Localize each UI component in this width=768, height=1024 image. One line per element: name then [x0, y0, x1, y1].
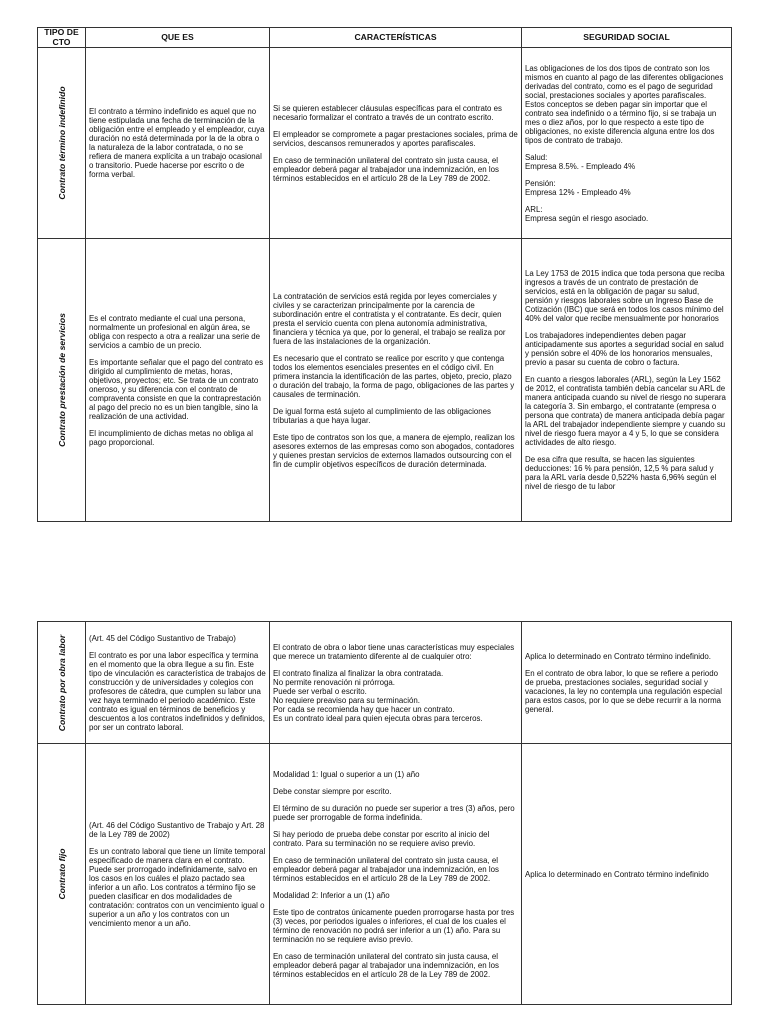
caracteristicas-text: Si hay periodo de prueba debe constar por escrito al inicio del contrato. Para su terminación no se requiere aviso previo. — [273, 829, 490, 848]
caracteristicas-text: El contrato de obra o labor tiene unas características muy especiales que merece un tratamiento diferente al de cualquier otro: — [273, 642, 515, 661]
row-prestacion-servicios — [38, 239, 732, 522]
tipo-cell — [38, 622, 86, 744]
row-contrato-fijo — [38, 744, 732, 1005]
header-row — [38, 28, 732, 48]
caracteristicas-text: La contratación de servicios está regida por leyes comerciales y civiles y se caracterizan principalmente por la carencia de subordinación entre el contratista y el contratante. Es decir, quien presta el servicio cuenta con plena autonomía administrativa, financiera y técnica ya que, por lo general, el trabajo se realiza por fuera de las instalaciones de la organización. — [273, 291, 506, 346]
header-tipo: TIPO DE CTO — [38, 28, 86, 48]
contract-table-1 — [37, 27, 732, 522]
que-es-text: Es un contrato laboral que tiene un límite temporal especificado de manera clara en el contrato. Puede ser prorrogado indefinidamente, salvo en los casos en los cuáles el plazo pactado sea inferior a un año. Los contratos a término fijo se pueden clasificar en dos modalidades de contratación: contratos con un vencimiento igual o superior a un año y los contratos con un vencimiento menor a un año. — [89, 846, 266, 928]
caracteristicas-cell — [270, 744, 522, 1005]
caracteristicas-text: De igual forma está sujeto al cumplimiento de las obligaciones tributarias a que haya lugar. — [273, 406, 491, 425]
caracteristicas-list: El contrato finaliza al finalizar la obra contratada. No permite renovación ni prórroga. Puede ser verbal o escrito. No requiere preaviso para su terminación. Por cada se recomienda hay que hacer un contrato. Es un contrato ideal para quien ejecuta obras para terceros. — [273, 668, 483, 723]
que-es-text: (Art. 45 del Código Sustantivo de Trabajo) — [89, 633, 236, 643]
seguridad-text: Aplica lo determinado en Contrato término indefinido — [525, 869, 709, 879]
tipo-label: Contrato fijo — [56, 848, 67, 900]
caracteristicas-text: Si se quieren establecer cláusulas específicas para el contrato es necesario formalizar el contrato a través de un contrato escrito. — [273, 103, 502, 122]
que-es-text: Es importante señalar que el pago del contrato es dirigido al cumplimiento de metas, horas, objetivos, proyectos; etc. Se trata de un contrato oneroso, y su diferencia con el contrato de compraventa consiste en que la contraprestación al pago del precio no es un bien tangible, sino la realización de una actividad. — [89, 357, 264, 421]
que-es-text: (Art. 46 del Código Sustantivo de Trabajo y Art. 28 de la Ley 789 de 2002) — [89, 820, 265, 839]
seguridad-arl: ARL: Empresa según el riesgo asociado. — [525, 204, 649, 223]
caracteristicas-text: Modalidad 1: Igual o superior a un (1) año — [273, 769, 420, 779]
seguridad-text: Las obligaciones de los dos tipos de contrato son los mismos en cuanto al pago de las diferentes obligaciones derivadas del contrato, como es el pago de seguridad social, prestaciones sociales y aportes parafiscales. Estos conceptos se deben pagar sin importar que el contrato sea indefinido o a término fijo, si se trabaja un mes o diez años, por lo que respecto a este tipo de obligaciones, no existe diferencia alguna entre los dos tipos de contrato de trabajo. — [525, 63, 724, 145]
caracteristicas-cell — [270, 622, 522, 744]
caracteristicas-text: El empleador se compromete a pagar prestaciones sociales, prima de servicios, descansos remunerados y aportes parafiscales. — [273, 129, 518, 148]
caracteristicas-text: En caso de terminación unilateral del contrato sin justa causa, el empleador deberá pagar al trabajador una indemnización, en los términos establecidos en el artículo 28 de la Ley 789 de 2002. — [273, 855, 499, 883]
que-es-text: El contrato es por una labor específica y termina en el momento que la obra llegue a su fin. Este tipo de vinculación es característica de trabajos de construcción y de universidades y colegios con profesores de cátedra, que cumplen su labor una vez haya terminado el periodo académico. Este contrato es igual en términos de beneficios y descuentos a los contratos indefinidos y definidos, por ser un contrato laboral. — [89, 650, 266, 732]
seguridad-text: Los trabajadores independientes deben pagar anticipadamente sus aportes a seguridad social en salud y pensión sobre el 40% de los honorarios mensuales, previo a pasar su cuenta de cobro o factura. — [525, 331, 724, 367]
seguridad-text: En el contrato de obra labor, lo que se refiere a periodo de prueba, prestaciones sociales, seguridad social y vacaciones, la ley no contempla una regulación especial para estos casos, por lo que se debe recurrir a la norma general. — [525, 668, 722, 714]
caracteristicas-text: Este tipo de contratos son los que, a manera de ejemplo, realizan los asesores externos de las empresas como son abogados, contadores y quienes prestan servicios de externos llamados outsourcing con el fin de cumplir objetivos específicos de duración determinada. — [273, 432, 515, 469]
seguridad-text: En cuanto a riesgos laborales (ARL), según la Ley 1562 de 2012, el contratista también debía cancelar su ARL de manera anticipada cuando su nivel de riesgo no superara la categoría 3. Sin embargo, el contratante (empresa o persona que contrata) de manera anticipada debía pagar la ARL del trabajador independiente siempre y cuando su nivel de riesgo fuera mayor a 4 y 5, lo que se considera actividades de alto riesgo. — [525, 375, 726, 447]
seguridad-salud: Salud: Empresa 8.5%. - Empleado 4% — [525, 152, 636, 171]
caracteristicas-cell — [270, 239, 522, 522]
header-caracteristicas: CARACTERÍSTICAS — [270, 28, 522, 48]
caracteristicas-text: En caso de terminación unilateral del contrato sin justa causa, el empleador deberá pagar al trabajador una indemnización, en los términos establecidos en el artículo 28 de la Ley 789 de 2002. — [273, 951, 499, 979]
header-seguridad: SEGURIDAD SOCIAL — [522, 28, 732, 48]
seguridad-pension: Pensión: Empresa 12% - Empleado 4% — [525, 178, 631, 197]
tipo-label: Contrato por obra labor — [56, 634, 67, 731]
caracteristicas-text: El término de su duración no puede ser superior a tres (3) años, pero puede ser prorrogable de forma indefinida. — [273, 803, 515, 822]
que-es-cell — [86, 622, 270, 744]
caracteristicas-cell — [270, 48, 522, 239]
caracteristicas-text: Modalidad 2: Inferior a un (1) año — [273, 890, 390, 900]
tipo-cell — [38, 48, 86, 239]
tipo-label: Contrato prestación de servicios — [56, 313, 67, 447]
caracteristicas-text: En caso de terminación unilateral del contrato sin justa causa, el empleador deberá pagar al trabajador una indemnización, en los términos establecidos en el artículo 28 de la Ley 789 de 2002. — [273, 155, 499, 183]
seguridad-cell — [522, 239, 732, 522]
caracteristicas-text: Es necesario que el contrato se realice por escrito y que contenga todos los elementos esenciales presentes en el código civil. En primera instancia la identificación de las partes, objeto, precio, plazo o duración del trabajo, la forma de pago, obligaciones de las partes y causales de terminación. — [273, 353, 515, 399]
seguridad-text: La Ley 1753 de 2015 indica que toda persona que reciba ingresos a través de un contrato de prestación de servicios, está en la obligación de pagar su salud, pensión y riesgos laborales sobre un Ingreso Base de Cotización (IBC) que será en todos los casos mínimo del 40% del valor que recibe mensualmente por honorarios — [525, 269, 725, 323]
que-es-text: Es el contrato mediante el cual una persona, normalmente un profesional en algún área, se obliga con respecto a otra a realizar una serie de servicios a cambio de un precio. — [89, 313, 261, 350]
header-que-es: QUE ES — [86, 28, 270, 48]
row-obra-labor — [38, 622, 732, 744]
que-es-text: El contrato a término indefinido es aquel que no tiene estipulada una fecha de terminación de la obligación entre el empleado y el empleador, cuya duración no está determinada por la de la obra o la naturaleza de la labor contratada, o no se refiera de manera explícita a un trabajo ocasional o transitorio. Puede hacerse por escrito o de forma verbal. — [89, 107, 265, 179]
row-termino-indefinido — [38, 48, 732, 239]
contract-table-2 — [37, 621, 732, 1005]
caracteristicas-text: Este tipo de contratos únicamente pueden prorrogarse hasta por tres (3) veces, por periodos iguales o inferiores, el cual de los cuales el término de renovación no podrá ser inferior a un (1) año. Para su terminación no se requiere aviso previo. — [273, 907, 515, 944]
que-es-cell — [86, 239, 270, 522]
seguridad-cell — [522, 744, 732, 1005]
seguridad-cell — [522, 622, 732, 744]
seguridad-text: De esa cifra que resulta, se hacen las siguientes deducciones: 16 % para pensión, 12,5 % para salud y para la ARL varía desde 0,522% hasta 6,96% según el nivel de riesgo de tu labor — [525, 455, 717, 491]
tipo-cell — [38, 744, 86, 1005]
caracteristicas-text: Debe constar siempre por escrito. — [273, 786, 392, 796]
tipo-label: Contrato término indefinido — [56, 86, 67, 200]
tipo-cell — [38, 239, 86, 522]
que-es-text: El incumplimiento de dichas metas no obliga al pago proporcional. — [89, 428, 254, 447]
que-es-cell — [86, 48, 270, 239]
seguridad-text: Aplica lo determinado en Contrato término indefinido. — [525, 651, 711, 661]
que-es-cell — [86, 744, 270, 1005]
seguridad-cell — [522, 48, 732, 239]
